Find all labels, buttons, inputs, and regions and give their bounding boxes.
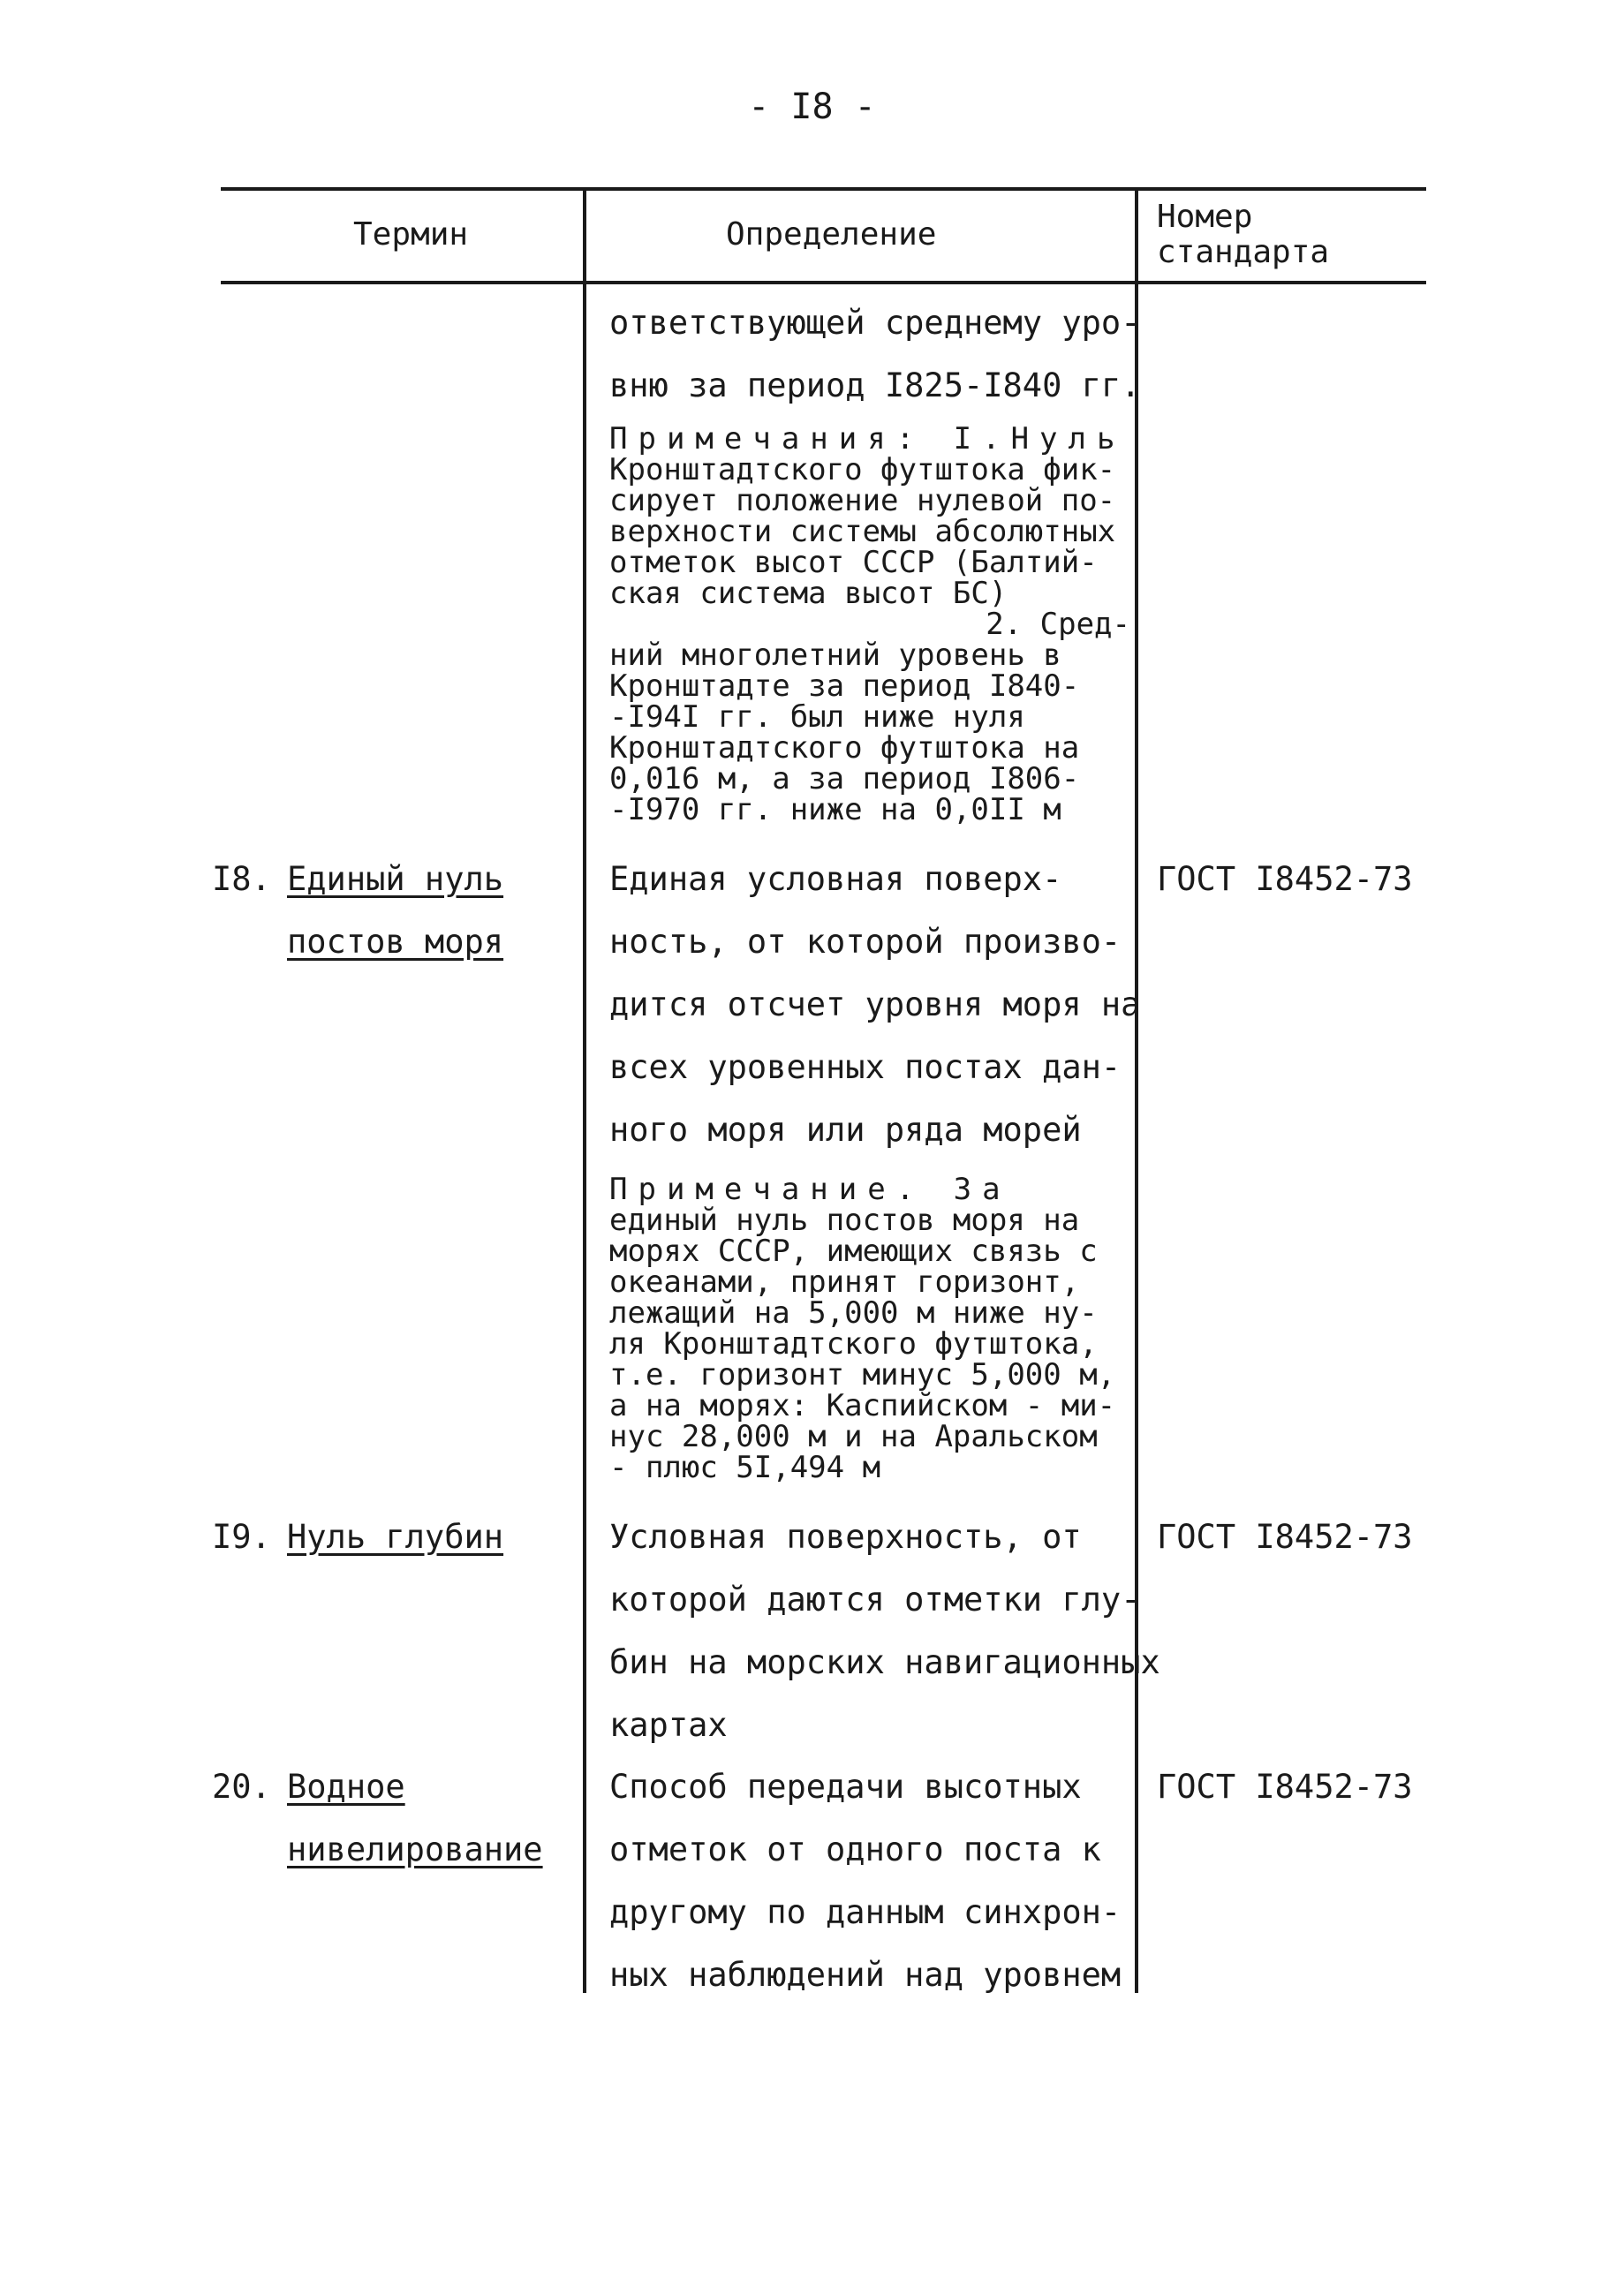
note-line: Кронштадтского футштока на [609,730,1080,766]
entry-18-term [212,848,503,973]
definition-line: Единая условная поверх- [609,860,1062,898]
definition-line: Условная поверхность, от [609,1518,1082,1556]
entry-20-standard: ГОСТ I8452-73 [1157,1768,1413,1806]
header-standard-line: Номер [1157,199,1253,235]
note-line: верхности системы абсолютных [609,514,1116,549]
entry-number: 20. [212,1768,271,1806]
continuation-note [609,421,1130,827]
entry-20-definition [609,1755,1121,2006]
entry-19-definition [609,1506,1160,1756]
entry-18-note [609,1174,1130,1483]
note-line: отметок высот СССР (Балтий- [609,545,1098,580]
note-line: Примечания: I.Нуль [609,421,1126,457]
note-line: -I94I гг. был ниже нуля [609,699,1025,735]
definition-line: отметок от одного поста к [609,1830,1101,1868]
definition-line: которой даются отметки глу- [609,1581,1141,1619]
note-line: морях СССР, имеющих связь с [609,1234,1098,1269]
term-text: нивелирование [287,1830,543,1868]
header-term: Термин [353,216,469,253]
note-line: ская система высот БС) [609,576,1008,611]
note-line: океанами, принят горизонт, [609,1264,1080,1300]
definition-line: ного моря или ряда морей [609,1111,1082,1149]
definition-line: Способ передачи высотных [609,1768,1082,1806]
definition-line: бин на морских навигационных [609,1643,1160,1681]
definition-line: ность, от которой произво- [609,923,1122,961]
note-line: т.е. горизонт минус 5,000 м, [609,1357,1116,1393]
entry-19-term [212,1506,503,1568]
note-line: 0,016 м, а за период I806- [609,761,1080,796]
definition-line: дится отсчет уровня моря на [609,985,1141,1023]
note-line: ля Кронштадтского футштока, [609,1326,1098,1362]
term-text: постов моря [287,923,504,961]
term-text: Нуль глубин [287,1518,504,1556]
note-line: -I970 гг. ниже на 0,0II м [609,792,1061,827]
page-number: - I8 - [748,87,876,127]
entry-19-standard: ГОСТ I8452-73 [1157,1518,1413,1556]
note-line: Кронштадте за период I840- [609,668,1080,704]
note-line: 2. Сред- [986,607,1130,642]
definition-line: всех уровенных постах дан- [609,1048,1122,1086]
note-line: нус 28,000 м и на Аральском [609,1419,1098,1454]
header-standard-line: стандарта [1157,234,1330,270]
column-divider-1 [583,187,586,1993]
note-line: ний многолетний уровень в [609,638,1061,673]
note-line: единый нуль постов моря на [609,1203,1080,1238]
continuation-definition [609,291,1140,417]
definition-line: вню за период I825-I840 гг. [609,366,1141,404]
entry-number: I9. [212,1518,271,1556]
entry-number: I8. [212,860,271,898]
header-bottom-rule [221,281,1426,284]
entry-20-term [212,1755,543,1881]
note-line: лежащий на 5,000 м ниже ну- [609,1295,1098,1331]
table-top-rule [221,187,1426,191]
definition-line: ответствующей среднему уро- [609,304,1141,342]
term-text: Водное [287,1768,405,1806]
entry-18-standard: ГОСТ I8452-73 [1157,860,1413,898]
note-line: сирует положение нулевой по- [609,483,1116,518]
definition-line: другому по данным синхрон- [609,1893,1122,1931]
note-line: - плюс 5I,494 м [609,1450,881,1485]
definition-line: ных наблюдений над уровнем [609,1956,1122,1994]
entry-18-definition [609,848,1140,1161]
header-definition: Определение [726,216,937,253]
note-line: Примечание. За [609,1172,1011,1207]
note-line: Кронштадтского футштока фик- [609,452,1116,487]
definition-line: картах [609,1706,728,1744]
note-line: а на морях: Каспийском - ми- [609,1388,1116,1423]
header-standard [1157,200,1329,270]
term-text: Единый нуль [287,860,504,898]
